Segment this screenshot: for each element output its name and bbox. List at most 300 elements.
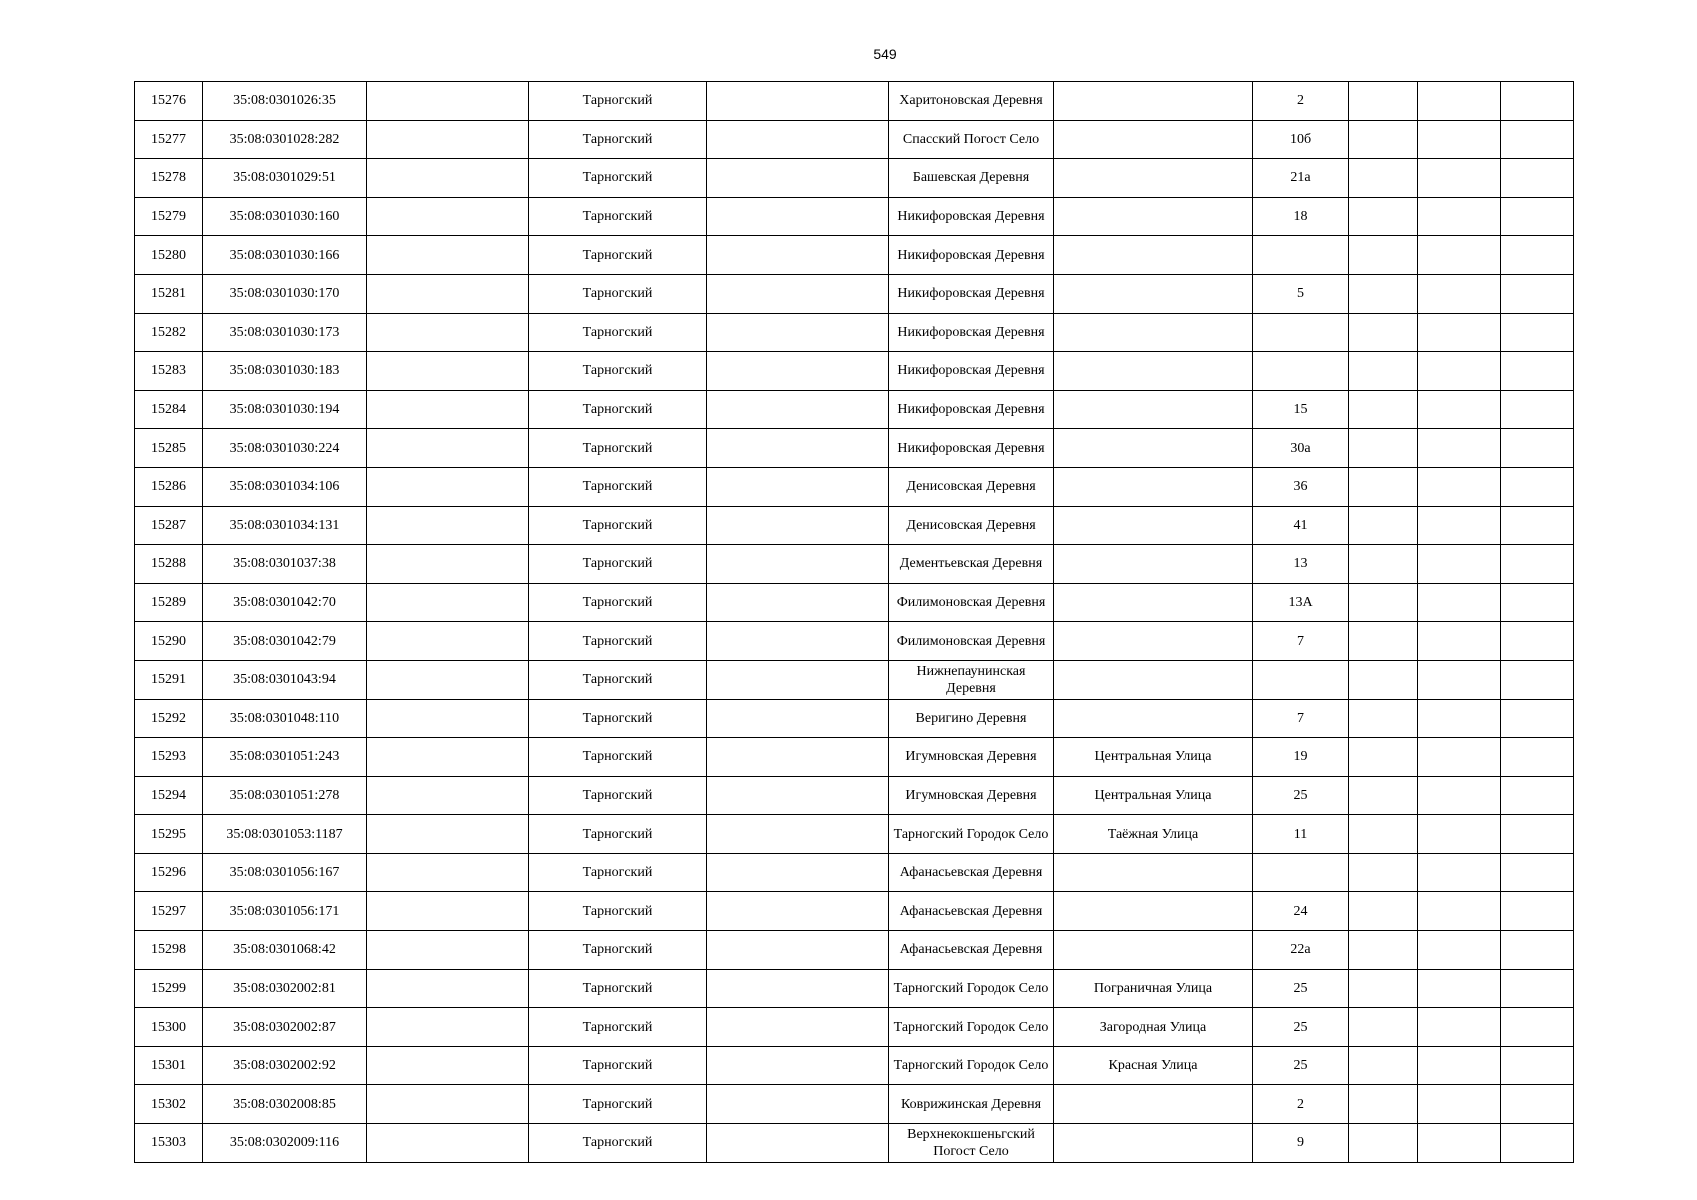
table-row <box>135 1008 1574 1047</box>
table-row <box>135 853 1574 892</box>
cell-blank-4 <box>1418 776 1501 815</box>
cell-record-number: 15278 <box>135 159 203 198</box>
cell-cadastral-number: 35:08:0301042:70 <box>203 583 367 622</box>
cell-settlement: Веригино Деревня <box>889 699 1054 738</box>
cell-blank-4 <box>1418 931 1501 970</box>
table-row <box>135 815 1574 854</box>
cell-blank-2 <box>707 583 889 622</box>
cell-blank-1 <box>367 82 529 121</box>
cell-blank-2 <box>707 506 889 545</box>
table-row <box>135 931 1574 970</box>
cell-street <box>1054 545 1253 584</box>
cell-settlement: Никифоровская Деревня <box>889 197 1054 236</box>
cell-blank-1 <box>367 699 529 738</box>
cell-blank-2 <box>707 1085 889 1124</box>
cell-house-number: 25 <box>1253 1008 1349 1047</box>
cell-blank-1 <box>367 931 529 970</box>
cell-blank-5 <box>1501 622 1574 661</box>
cell-district: Тарногский <box>529 853 707 892</box>
cell-cadastral-number: 35:08:0302009:116 <box>203 1124 367 1163</box>
table-row <box>135 776 1574 815</box>
cell-blank-2 <box>707 622 889 661</box>
cell-settlement: Тарногский Городок Село <box>889 1008 1054 1047</box>
cell-blank-4 <box>1418 1085 1501 1124</box>
cell-settlement: Никифоровская Деревня <box>889 274 1054 313</box>
cell-cadastral-number: 35:08:0301068:42 <box>203 931 367 970</box>
table-row <box>135 313 1574 352</box>
cell-blank-2 <box>707 352 889 391</box>
cell-cadastral-number: 35:08:0301030:166 <box>203 236 367 275</box>
cell-district: Тарногский <box>529 467 707 506</box>
cell-blank-1 <box>367 506 529 545</box>
cell-district: Тарногский <box>529 583 707 622</box>
cell-blank-3 <box>1349 969 1418 1008</box>
cell-blank-3 <box>1349 545 1418 584</box>
cell-blank-1 <box>367 892 529 931</box>
cell-street <box>1054 159 1253 198</box>
table-row <box>135 892 1574 931</box>
cell-blank-5 <box>1501 120 1574 159</box>
cell-street: Центральная Улица <box>1054 738 1253 777</box>
cell-settlement: Афанасьевская Деревня <box>889 931 1054 970</box>
cell-blank-4 <box>1418 506 1501 545</box>
cell-blank-4 <box>1418 853 1501 892</box>
table-row <box>135 583 1574 622</box>
cell-blank-5 <box>1501 660 1574 699</box>
cell-blank-5 <box>1501 506 1574 545</box>
page-number: 549 <box>873 46 897 62</box>
cell-blank-1 <box>367 390 529 429</box>
cell-district: Тарногский <box>529 892 707 931</box>
cell-street <box>1054 429 1253 468</box>
cell-cadastral-number: 35:08:0301056:167 <box>203 853 367 892</box>
cell-blank-5 <box>1501 545 1574 584</box>
cell-cadastral-number: 35:08:0302002:87 <box>203 1008 367 1047</box>
cell-blank-4 <box>1418 815 1501 854</box>
cell-record-number: 15294 <box>135 776 203 815</box>
cell-blank-1 <box>367 197 529 236</box>
cell-blank-5 <box>1501 1124 1574 1163</box>
cell-house-number <box>1253 660 1349 699</box>
cell-blank-2 <box>707 274 889 313</box>
cell-blank-1 <box>367 1008 529 1047</box>
cell-blank-1 <box>367 352 529 391</box>
cell-house-number: 2 <box>1253 82 1349 121</box>
cell-blank-3 <box>1349 1008 1418 1047</box>
cell-blank-3 <box>1349 738 1418 777</box>
cell-record-number: 15286 <box>135 467 203 506</box>
cell-blank-5 <box>1501 390 1574 429</box>
cell-blank-2 <box>707 236 889 275</box>
table-body <box>135 82 1574 1163</box>
cell-blank-5 <box>1501 969 1574 1008</box>
cell-blank-5 <box>1501 583 1574 622</box>
cell-cadastral-number: 35:08:0301030:173 <box>203 313 367 352</box>
cell-settlement: Тарногский Городок Село <box>889 1046 1054 1085</box>
cell-settlement: Верхнекокшеньгский Погост Село <box>889 1124 1054 1163</box>
cell-street <box>1054 82 1253 121</box>
cell-house-number <box>1253 236 1349 275</box>
cell-settlement: Игумновская Деревня <box>889 738 1054 777</box>
cell-cadastral-number: 35:08:0301034:106 <box>203 467 367 506</box>
cell-blank-4 <box>1418 159 1501 198</box>
cell-settlement: Никифоровская Деревня <box>889 236 1054 275</box>
cell-blank-4 <box>1418 583 1501 622</box>
cell-house-number: 13 <box>1253 545 1349 584</box>
table-row <box>135 506 1574 545</box>
cell-street: Красная Улица <box>1054 1046 1253 1085</box>
cell-district: Тарногский <box>529 159 707 198</box>
cell-blank-3 <box>1349 390 1418 429</box>
cell-blank-2 <box>707 931 889 970</box>
cell-blank-5 <box>1501 1085 1574 1124</box>
cell-blank-1 <box>367 236 529 275</box>
cell-blank-3 <box>1349 815 1418 854</box>
cell-blank-4 <box>1418 738 1501 777</box>
cell-settlement: Афанасьевская Деревня <box>889 853 1054 892</box>
cell-blank-3 <box>1349 853 1418 892</box>
cell-blank-3 <box>1349 660 1418 699</box>
cell-blank-2 <box>707 313 889 352</box>
cell-blank-3 <box>1349 931 1418 970</box>
cell-blank-2 <box>707 738 889 777</box>
cell-record-number: 15282 <box>135 313 203 352</box>
cell-cadastral-number: 35:08:0301028:282 <box>203 120 367 159</box>
cell-street <box>1054 892 1253 931</box>
cell-settlement: Игумновская Деревня <box>889 776 1054 815</box>
cell-cadastral-number: 35:08:0302002:81 <box>203 969 367 1008</box>
cell-house-number: 18 <box>1253 197 1349 236</box>
cell-house-number: 25 <box>1253 776 1349 815</box>
cell-record-number: 15300 <box>135 1008 203 1047</box>
cell-blank-1 <box>367 120 529 159</box>
cell-street: Пограничная Улица <box>1054 969 1253 1008</box>
table-row <box>135 545 1574 584</box>
cell-blank-3 <box>1349 699 1418 738</box>
cell-district: Тарногский <box>529 429 707 468</box>
cell-blank-3 <box>1349 274 1418 313</box>
cell-district: Тарногский <box>529 622 707 661</box>
cell-record-number: 15301 <box>135 1046 203 1085</box>
cell-blank-4 <box>1418 660 1501 699</box>
cell-house-number: 41 <box>1253 506 1349 545</box>
cell-blank-3 <box>1349 313 1418 352</box>
cell-house-number: 36 <box>1253 467 1349 506</box>
cell-record-number: 15276 <box>135 82 203 121</box>
cell-record-number: 15299 <box>135 969 203 1008</box>
cell-street <box>1054 120 1253 159</box>
cell-record-number: 15287 <box>135 506 203 545</box>
cell-settlement: Харитоновская Деревня <box>889 82 1054 121</box>
cell-blank-3 <box>1349 197 1418 236</box>
cell-blank-3 <box>1349 622 1418 661</box>
cell-cadastral-number: 35:08:0301048:110 <box>203 699 367 738</box>
cell-blank-2 <box>707 815 889 854</box>
cell-street <box>1054 622 1253 661</box>
table-row <box>135 159 1574 198</box>
cell-street: Центральная Улица <box>1054 776 1253 815</box>
table-row <box>135 622 1574 661</box>
table-row <box>135 467 1574 506</box>
cell-blank-1 <box>367 622 529 661</box>
cell-blank-2 <box>707 1008 889 1047</box>
cell-blank-4 <box>1418 120 1501 159</box>
cell-blank-4 <box>1418 313 1501 352</box>
cell-street <box>1054 390 1253 429</box>
table-row <box>135 1124 1574 1163</box>
cell-blank-2 <box>707 120 889 159</box>
cell-record-number: 15290 <box>135 622 203 661</box>
cell-blank-3 <box>1349 1124 1418 1163</box>
cell-blank-5 <box>1501 236 1574 275</box>
cell-blank-3 <box>1349 352 1418 391</box>
cell-blank-1 <box>367 429 529 468</box>
cell-blank-1 <box>367 545 529 584</box>
cell-blank-4 <box>1418 467 1501 506</box>
table-row <box>135 82 1574 121</box>
cell-blank-3 <box>1349 429 1418 468</box>
cell-blank-2 <box>707 390 889 429</box>
table-row <box>135 1046 1574 1085</box>
cell-cadastral-number: 35:08:0301051:243 <box>203 738 367 777</box>
cell-record-number: 15296 <box>135 853 203 892</box>
cell-cadastral-number: 35:08:0301037:38 <box>203 545 367 584</box>
cell-street <box>1054 274 1253 313</box>
cell-blank-5 <box>1501 699 1574 738</box>
cell-record-number: 15285 <box>135 429 203 468</box>
cell-blank-1 <box>367 159 529 198</box>
cell-cadastral-number: 35:08:0301056:171 <box>203 892 367 931</box>
table-row <box>135 738 1574 777</box>
cell-blank-5 <box>1501 1008 1574 1047</box>
cell-cadastral-number: 35:08:0301029:51 <box>203 159 367 198</box>
cell-district: Тарногский <box>529 738 707 777</box>
cell-district: Тарногский <box>529 120 707 159</box>
cell-record-number: 15277 <box>135 120 203 159</box>
cell-blank-4 <box>1418 1046 1501 1085</box>
cell-house-number: 25 <box>1253 969 1349 1008</box>
table-row <box>135 236 1574 275</box>
cell-cadastral-number: 35:08:0301034:131 <box>203 506 367 545</box>
cell-blank-2 <box>707 467 889 506</box>
cell-street: Таёжная Улица <box>1054 815 1253 854</box>
cell-blank-3 <box>1349 82 1418 121</box>
cell-blank-1 <box>367 274 529 313</box>
cell-blank-3 <box>1349 892 1418 931</box>
cell-blank-2 <box>707 660 889 699</box>
cell-district: Тарногский <box>529 1046 707 1085</box>
cell-house-number: 2 <box>1253 1085 1349 1124</box>
cell-house-number <box>1253 352 1349 391</box>
cell-settlement: Денисовская Деревня <box>889 467 1054 506</box>
table-row <box>135 390 1574 429</box>
cell-street <box>1054 1085 1253 1124</box>
cell-record-number: 15292 <box>135 699 203 738</box>
cell-blank-3 <box>1349 506 1418 545</box>
table-row <box>135 699 1574 738</box>
cell-cadastral-number: 35:08:0301030:224 <box>203 429 367 468</box>
cell-blank-5 <box>1501 429 1574 468</box>
cell-blank-3 <box>1349 236 1418 275</box>
cell-district: Тарногский <box>529 506 707 545</box>
cell-blank-2 <box>707 969 889 1008</box>
cell-district: Тарногский <box>529 82 707 121</box>
table-row <box>135 352 1574 391</box>
cell-blank-2 <box>707 197 889 236</box>
cell-street <box>1054 660 1253 699</box>
cell-blank-5 <box>1501 82 1574 121</box>
cell-record-number: 15302 <box>135 1085 203 1124</box>
cell-settlement: Никифоровская Деревня <box>889 313 1054 352</box>
cell-house-number: 11 <box>1253 815 1349 854</box>
cell-cadastral-number: 35:08:0301026:35 <box>203 82 367 121</box>
cell-house-number: 15 <box>1253 390 1349 429</box>
register-table <box>134 81 1574 1163</box>
cell-record-number: 15291 <box>135 660 203 699</box>
cell-house-number: 24 <box>1253 892 1349 931</box>
cell-blank-2 <box>707 545 889 584</box>
cell-settlement: Коврижинская Деревня <box>889 1085 1054 1124</box>
cell-blank-4 <box>1418 699 1501 738</box>
cell-record-number: 15284 <box>135 390 203 429</box>
cell-record-number: 15288 <box>135 545 203 584</box>
cell-blank-5 <box>1501 815 1574 854</box>
cell-blank-1 <box>367 815 529 854</box>
cell-blank-5 <box>1501 197 1574 236</box>
cell-blank-3 <box>1349 583 1418 622</box>
cell-blank-3 <box>1349 120 1418 159</box>
cell-street <box>1054 583 1253 622</box>
cell-blank-2 <box>707 429 889 468</box>
cell-blank-4 <box>1418 352 1501 391</box>
cell-record-number: 15289 <box>135 583 203 622</box>
cell-district: Тарногский <box>529 352 707 391</box>
cell-street <box>1054 1124 1253 1163</box>
cell-district: Тарногский <box>529 313 707 352</box>
cell-cadastral-number: 35:08:0301043:94 <box>203 660 367 699</box>
cell-house-number: 10б <box>1253 120 1349 159</box>
cell-house-number: 7 <box>1253 622 1349 661</box>
cell-street <box>1054 313 1253 352</box>
cell-settlement: Башевская Деревня <box>889 159 1054 198</box>
cell-blank-1 <box>367 853 529 892</box>
cell-blank-3 <box>1349 467 1418 506</box>
cell-settlement: Нижнепаунинская Деревня <box>889 660 1054 699</box>
cell-cadastral-number: 35:08:0301030:194 <box>203 390 367 429</box>
cell-blank-5 <box>1501 776 1574 815</box>
cell-settlement: Филимоновская Деревня <box>889 583 1054 622</box>
cell-district: Тарногский <box>529 1008 707 1047</box>
cell-blank-5 <box>1501 931 1574 970</box>
cell-blank-1 <box>367 467 529 506</box>
cell-blank-4 <box>1418 1008 1501 1047</box>
cell-cadastral-number: 35:08:0301042:79 <box>203 622 367 661</box>
cell-district: Тарногский <box>529 390 707 429</box>
cell-street: Загородная Улица <box>1054 1008 1253 1047</box>
cell-blank-3 <box>1349 159 1418 198</box>
table-row <box>135 120 1574 159</box>
cell-record-number: 15280 <box>135 236 203 275</box>
cell-blank-5 <box>1501 313 1574 352</box>
cell-house-number: 22а <box>1253 931 1349 970</box>
cell-record-number: 15293 <box>135 738 203 777</box>
table-row <box>135 274 1574 313</box>
cell-settlement: Тарногский Городок Село <box>889 815 1054 854</box>
cell-blank-4 <box>1418 274 1501 313</box>
cell-house-number: 25 <box>1253 1046 1349 1085</box>
cell-record-number: 15297 <box>135 892 203 931</box>
cell-blank-5 <box>1501 274 1574 313</box>
cell-blank-4 <box>1418 892 1501 931</box>
cell-cadastral-number: 35:08:0301051:278 <box>203 776 367 815</box>
cell-blank-3 <box>1349 776 1418 815</box>
cell-blank-4 <box>1418 82 1501 121</box>
cell-settlement: Филимоновская Деревня <box>889 622 1054 661</box>
cell-record-number: 15281 <box>135 274 203 313</box>
cell-blank-4 <box>1418 429 1501 468</box>
cell-district: Тарногский <box>529 1085 707 1124</box>
cell-blank-1 <box>367 738 529 777</box>
cell-district: Тарногский <box>529 660 707 699</box>
cell-blank-3 <box>1349 1085 1418 1124</box>
cell-district: Тарногский <box>529 236 707 275</box>
cell-district: Тарногский <box>529 1124 707 1163</box>
cell-cadastral-number: 35:08:0302008:85 <box>203 1085 367 1124</box>
cell-settlement: Дементьевская Деревня <box>889 545 1054 584</box>
cell-blank-1 <box>367 969 529 1008</box>
cell-house-number: 5 <box>1253 274 1349 313</box>
cell-house-number <box>1253 853 1349 892</box>
cell-blank-5 <box>1501 738 1574 777</box>
cell-blank-4 <box>1418 622 1501 661</box>
cell-district: Тарногский <box>529 197 707 236</box>
cell-district: Тарногский <box>529 274 707 313</box>
cell-district: Тарногский <box>529 969 707 1008</box>
cell-record-number: 15303 <box>135 1124 203 1163</box>
cell-settlement: Никифоровская Деревня <box>889 390 1054 429</box>
cell-house-number: 13А <box>1253 583 1349 622</box>
cell-district: Тарногский <box>529 815 707 854</box>
cell-blank-2 <box>707 699 889 738</box>
cell-settlement: Денисовская Деревня <box>889 506 1054 545</box>
cell-blank-4 <box>1418 197 1501 236</box>
cell-cadastral-number: 35:08:0302002:92 <box>203 1046 367 1085</box>
cell-settlement: Никифоровская Деревня <box>889 429 1054 468</box>
cell-house-number: 9 <box>1253 1124 1349 1163</box>
cell-street <box>1054 352 1253 391</box>
cell-cadastral-number: 35:08:0301030:160 <box>203 197 367 236</box>
table-row <box>135 197 1574 236</box>
cell-blank-5 <box>1501 853 1574 892</box>
cell-house-number: 7 <box>1253 699 1349 738</box>
cell-blank-5 <box>1501 467 1574 506</box>
cell-cadastral-number: 35:08:0301030:183 <box>203 352 367 391</box>
cell-house-number: 21а <box>1253 159 1349 198</box>
cell-cadastral-number: 35:08:0301030:170 <box>203 274 367 313</box>
cell-street <box>1054 467 1253 506</box>
table-row <box>135 429 1574 468</box>
cell-street <box>1054 853 1253 892</box>
cell-blank-1 <box>367 776 529 815</box>
cell-blank-3 <box>1349 1046 1418 1085</box>
cell-blank-4 <box>1418 969 1501 1008</box>
cell-settlement: Спасский Погост Село <box>889 120 1054 159</box>
cell-district: Тарногский <box>529 931 707 970</box>
cell-blank-4 <box>1418 390 1501 429</box>
cell-street <box>1054 506 1253 545</box>
table-row <box>135 1085 1574 1124</box>
cell-district: Тарногский <box>529 776 707 815</box>
